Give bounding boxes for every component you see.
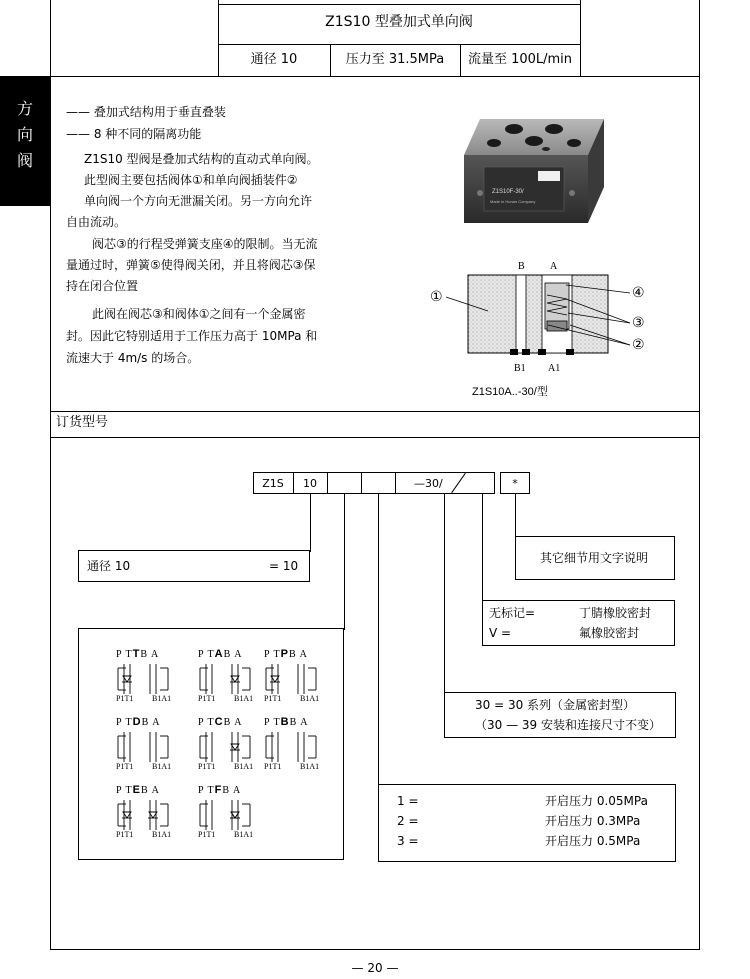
symbol-bottom-ports: B1A1 [234, 762, 254, 771]
other-details-box: 其它细节用文字说明 [515, 536, 675, 580]
symbol-port-label: B A [222, 785, 242, 796]
valve-symbol-drawing [198, 798, 278, 832]
symbol-port-label: B [280, 716, 290, 728]
symbol-port-label: P T [116, 717, 133, 728]
callout-3: ③ [632, 315, 645, 331]
symbol-bottom-ports: P1T1 [264, 694, 282, 703]
valve-symbol-drawing [116, 662, 196, 696]
code-cell-series: —30/ [395, 472, 495, 494]
symbol-port-label: P T [198, 717, 215, 728]
description-line: 自由流动。 [66, 215, 127, 229]
symbol-bottom-ports: P1T1 [264, 762, 282, 771]
symbol-bottom-ports: B1A1 [152, 694, 172, 703]
code-cell-type: Z1S [253, 472, 293, 494]
description-line: 量通过时，弹簧⑤使得阀关闭，并且将阀芯③保 [66, 258, 316, 272]
callout-2: ② [632, 337, 645, 353]
symbol-port-label: P T [264, 649, 281, 660]
symbol-bottom-ports: P1T1 [116, 694, 134, 703]
category-char: 向 [16, 125, 33, 144]
symbol-bottom-ports: B1A1 [234, 830, 254, 839]
function-symbol-t [116, 648, 196, 704]
valve-symbol-drawing [116, 798, 196, 832]
symbol-port-label: E [132, 784, 141, 796]
symbol-bottom-ports: P1T1 [198, 762, 216, 771]
port-label-b: B [518, 261, 525, 272]
category-char: 阀 [16, 151, 33, 170]
page-title: Z1S10 型叠加式单向阀 [325, 14, 473, 30]
symbol-port-label: C [214, 716, 224, 728]
valve-symbol-drawing [116, 730, 196, 764]
series-box: 30 = 30 系列（金属密封型） （30 — 39 安装和连接尺寸不变） [444, 692, 676, 738]
symbol-port-label: P T [198, 649, 215, 660]
function-symbol-e [116, 784, 196, 840]
symbol-port-label: T [132, 648, 141, 660]
seal-box: 无标记= 丁腈橡胶密封 V = 氟橡胶密封 [482, 600, 675, 646]
section-drawing [420, 255, 660, 405]
symbol-bottom-ports: P1T1 [198, 830, 216, 839]
symbol-port-label: A [214, 648, 224, 660]
symbol-bottom-ports: B1A1 [152, 762, 172, 771]
symbol-port-label: P T [264, 717, 281, 728]
function-symbol-b [264, 716, 344, 772]
symbol-bottom-ports: B1A1 [300, 762, 320, 771]
description-line: 单向阀一个方向无泄漏关闭。另一方向允许 [84, 194, 313, 208]
code-cell-other: * [500, 472, 530, 494]
page-number: — 20 — [351, 961, 399, 975]
symbol-port-label: B A [288, 649, 308, 660]
spec-pressure: 压力至 31.5MPa [345, 52, 445, 67]
valve-symbol-drawing [264, 730, 344, 764]
symbol-bottom-ports: P1T1 [116, 762, 134, 771]
port-label-a: A [550, 261, 558, 272]
photo-sublabel: Made in Hunan Company [490, 199, 536, 204]
function-symbol-d [116, 716, 196, 772]
description-line: 此阀在阀芯③和阀体①之间有一个金属密 [92, 307, 306, 321]
cracking-pressure-box: 1 = 开启压力 0.05MPa 2 = 开启压力 0.3MPa 3 = 开启压力 0.5MPa [378, 784, 676, 862]
symbol-bottom-ports: B1A1 [152, 830, 172, 839]
port-label-b1: B1 [514, 363, 526, 374]
symbol-bottom-ports: P1T1 [116, 830, 134, 839]
symbol-port-label: B A [140, 785, 160, 796]
symbol-port-label: P T [116, 649, 133, 660]
symbol-port-label: B A [289, 717, 309, 728]
spec-flow: 流量至 100L/min [467, 52, 573, 67]
category-tab [0, 76, 50, 206]
code-cell-function [327, 472, 361, 494]
description-line: 阀芯③的行程受弹簧支座④的限制。当无流 [92, 237, 318, 251]
description-line: 持在闭合位置 [66, 279, 139, 293]
order-section-title: 订货型号 [56, 415, 109, 430]
symbol-bottom-ports: P1T1 [198, 694, 216, 703]
callout-1: ① [430, 289, 443, 305]
product-photo [458, 115, 608, 225]
port-label-a1: A1 [548, 363, 561, 374]
function-symbol-p [264, 648, 344, 704]
description-line: 封。因此它特别适用于工作压力高于 10MPa 和 [66, 329, 318, 343]
photo-label: Z1S10F-30/ [492, 189, 524, 195]
symbol-port-label: P [280, 648, 289, 660]
feature-item: —— 叠加式结构用于垂直叠装 [66, 105, 226, 119]
description-line: 流速大于 4m/s 的场合。 [66, 351, 200, 365]
callout-4: ④ [632, 285, 645, 301]
symbol-bottom-ports: B1A1 [300, 694, 320, 703]
symbol-port-label: B A [223, 717, 243, 728]
spec-bore: 通径 10 [250, 52, 298, 67]
section-caption: Z1S10A..-30/型 [472, 386, 548, 398]
function-symbol-f [198, 784, 278, 840]
symbol-port-label: D [132, 716, 142, 728]
code-cell-size: 10 [293, 472, 327, 494]
category-char: 方 [16, 99, 33, 118]
symbol-port-label: B A [141, 717, 161, 728]
description-line: 此型阀主要包括阀体①和单向阀插装件② [84, 173, 298, 187]
symbol-port-label: P T [116, 785, 133, 796]
symbol-port-label: B A [140, 649, 160, 660]
code-cell-pressure [361, 472, 395, 494]
symbol-bottom-ports: B1A1 [234, 694, 254, 703]
nominal-size-box: 通径 10 = 10 [78, 550, 310, 582]
valve-symbol-drawing [264, 662, 344, 696]
symbol-port-label: B A [223, 649, 243, 660]
description-line: Z1S10 型阀是叠加式结构的直动式单向阀。 [84, 152, 319, 166]
symbol-port-label: F [214, 784, 223, 796]
symbol-port-label: P T [198, 785, 215, 796]
feature-item: —— 8 种不同的隔离功能 [66, 127, 202, 141]
